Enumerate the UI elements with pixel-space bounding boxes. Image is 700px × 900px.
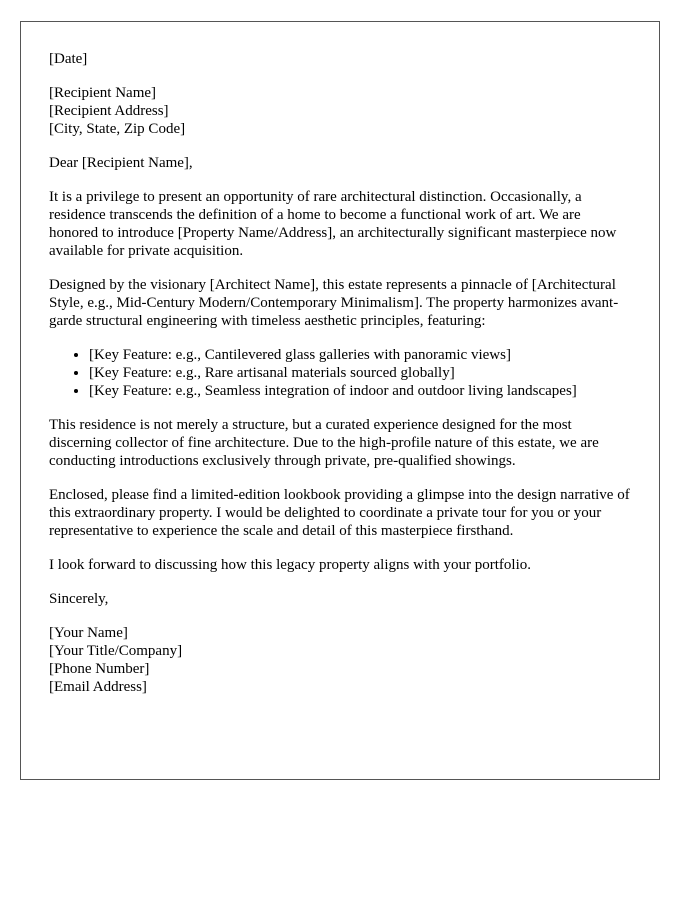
paragraph-design: Designed by the visionary [Architect Name], this estate represents a pinnacle of [Architectural Style, e.g., Mid-Century Modern/Contemporary Minimalism]. The property harmonizes avant-garde structural engineering with timeless aesthetic principles, featuring:	[49, 277, 619, 329]
signature-name: [Your Name]	[49, 625, 128, 641]
closing: Sincerely,	[49, 591, 109, 607]
signature-title: [Your Title/Company]	[49, 643, 183, 659]
paragraph-experience: This residence is not merely a structure, but a curated experience designed for the most discerning collector of fine architecture. Due to the high-profile nature of this estate, we are conducting introductions exclusively through private, pre-qualified showings.	[49, 417, 599, 469]
recipient-city: [City, State, Zip Code]	[49, 121, 186, 137]
signature-phone: [Phone Number]	[49, 661, 150, 677]
letter-page	[20, 21, 660, 780]
letter-date: [Date]	[49, 51, 88, 67]
feature-item: • [Key Feature: e.g., Seamless integration of indoor and outdoor living landscapes]	[89, 382, 631, 400]
recipient-block	[49, 84, 631, 138]
paragraph-intro: It is a privilege to present an opportunity of rare architectural distinction. Occasionally, a residence transcends the definition of a home to become a functional work of art. We are honored to introduce [Property Name/Address], an architecturally significant masterpiece now available for private acquisition.	[49, 189, 617, 259]
signature-block	[49, 624, 631, 696]
feature-item: • [Key Feature: e.g., Rare artisanal materials sourced globally]	[89, 364, 631, 382]
paragraph-lookbook: Enclosed, please find a limited-edition lookbook providing a glimpse into the design narrative of this extraordinary property. I would be delighted to coordinate a private tour for you or your representative to experience the scale and detail of this masterpiece firsthand.	[49, 487, 630, 539]
signature-email: [Email Address]	[49, 679, 147, 695]
feature-list	[49, 346, 631, 400]
salutation: Dear [Recipient Name],	[49, 155, 193, 171]
recipient-name: [Recipient Name]	[49, 85, 157, 101]
paragraph-closing-remark: I look forward to discussing how this legacy property aligns with your portfolio.	[49, 557, 532, 573]
recipient-address: [Recipient Address]	[49, 103, 169, 119]
feature-item: • [Key Feature: e.g., Cantilevered glass galleries with panoramic views]	[89, 346, 631, 364]
